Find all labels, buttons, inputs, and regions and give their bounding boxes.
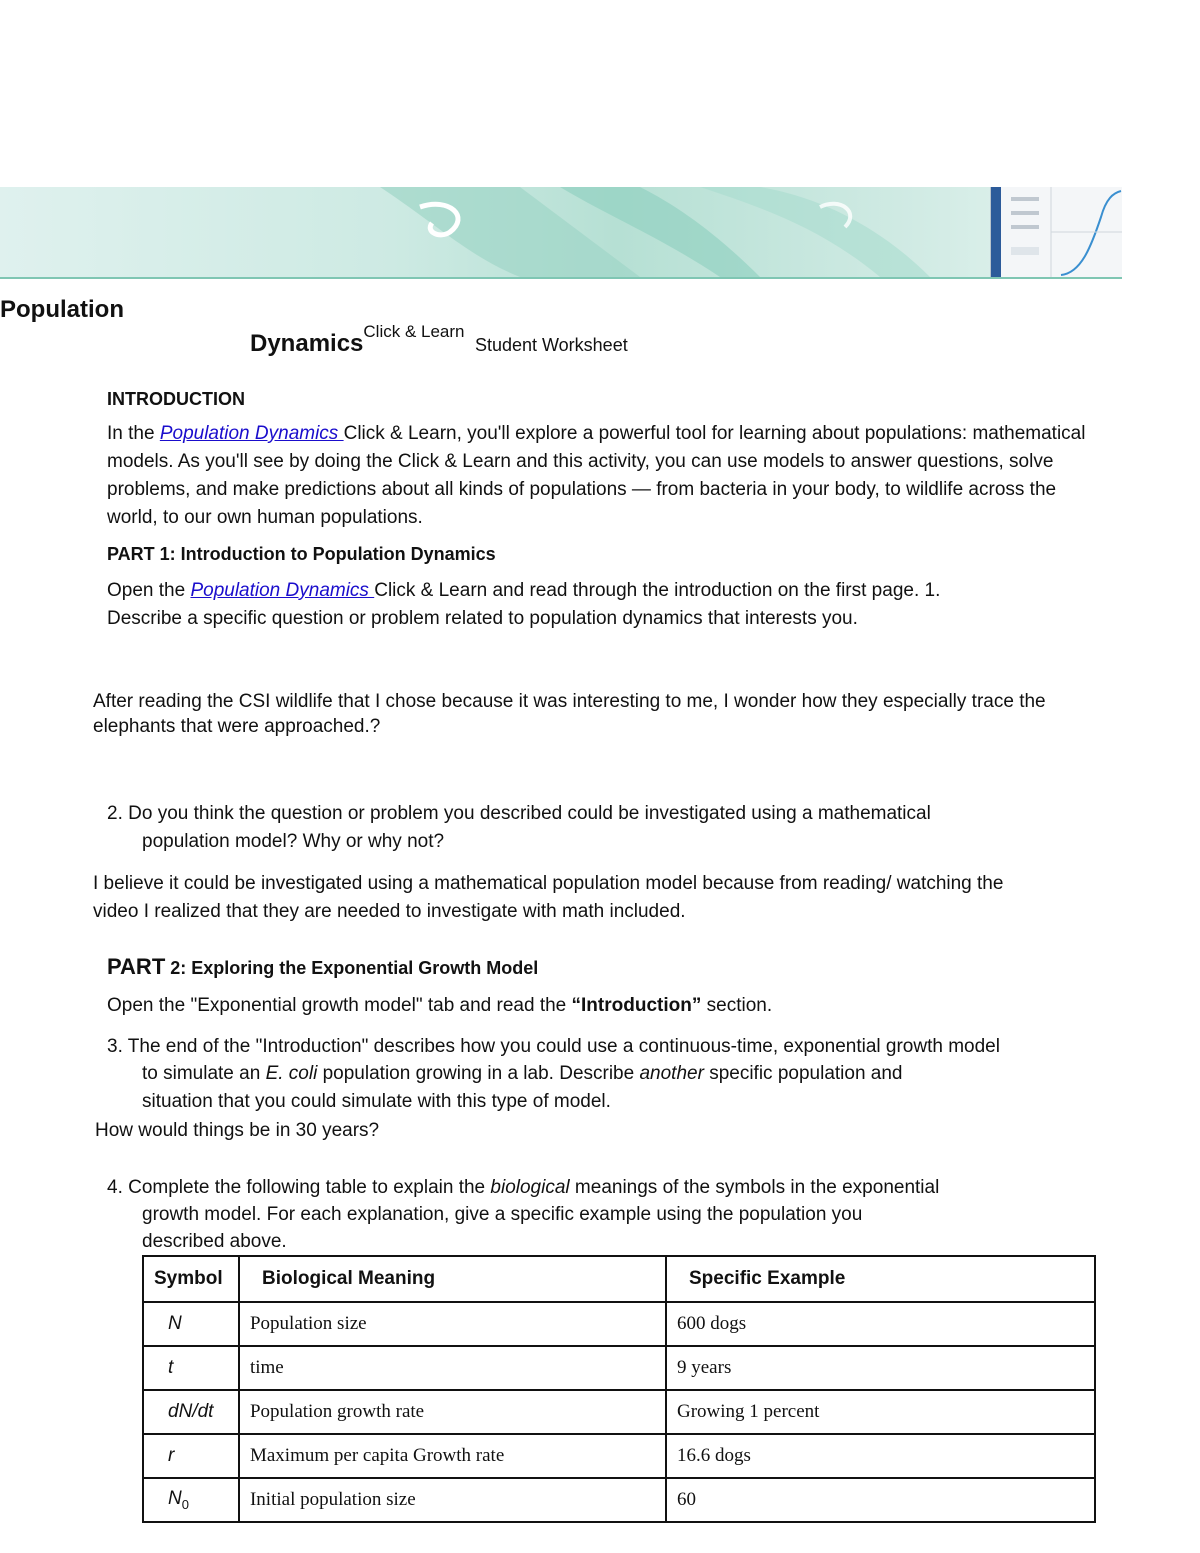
q3-text-c: specific population and [703, 1063, 903, 1084]
question-2-line2: population model? Why or why not? [142, 831, 445, 852]
q4-text-b: meanings of the symbols in the exponential [569, 1177, 940, 1198]
question-3-line2 [142, 1060, 903, 1088]
cell-symbol: N [143, 1302, 239, 1346]
part2-instr-bold: “Introduction” [571, 995, 702, 1016]
header-banner [0, 187, 1122, 279]
q3-text-a: to simulate an [142, 1063, 266, 1084]
question-4-line3: described above. [142, 1231, 287, 1252]
table-row [143, 1302, 1095, 1346]
title-line1: Population [0, 296, 124, 323]
answer-3: How would things be in 30 years? [95, 1120, 380, 1141]
cell-example[interactable]: 16.6 dogs [666, 1434, 1095, 1478]
part1-text-before: Open the [107, 580, 191, 601]
question-4-line2: growth model. For each explanation, give a specific example using the population you [142, 1204, 863, 1225]
cell-meaning[interactable]: Initial population size [239, 1478, 666, 1522]
q4-text-a: 4. Complete the following table to explain the [107, 1177, 491, 1198]
intro-text-before: In the [107, 423, 160, 444]
cell-meaning[interactable]: time [239, 1346, 666, 1390]
part1-heading: PART 1: Introduction to Population Dynamics [107, 544, 496, 564]
q3-text-b: population growing in a lab. Describe [317, 1063, 640, 1084]
question-3-line3: situation that you could simulate with this type of model. [142, 1091, 611, 1112]
intro-text-after: Click & Learn, you'll explore a powerful tool for learning about populations: mathematical models. As you'll see by doing the Click & Learn and this activity, you can use models to answer questions, solve problems, and make predictions about all kinds of populations — from bacteria in your body, to wildlife across the world, to our own human populations. [107, 423, 1086, 528]
cell-symbol [143, 1478, 239, 1522]
cell-symbol: r [143, 1434, 239, 1478]
part2-instructions [107, 992, 772, 1020]
cell-meaning[interactable]: Population growth rate [239, 1390, 666, 1434]
title-subtitle: Student Worksheet [474, 335, 628, 355]
part2-heading-part: PART [107, 954, 166, 979]
part2-heading-rest: 2: Exploring the Exponential Growth Model [165, 958, 539, 978]
question-2-line1: 2. Do you think the question or problem you described could be investigated using a mathematical [107, 803, 931, 824]
chart-thumbnail [990, 187, 1122, 277]
part1-instructions [107, 577, 1007, 633]
cell-symbol: t [143, 1346, 239, 1390]
table-row [143, 1434, 1095, 1478]
cell-meaning[interactable]: Population size [239, 1302, 666, 1346]
q3-ecoli: E. coli [265, 1063, 318, 1084]
cell-symbol: dN/dt [143, 1390, 239, 1434]
answer-2: I believe it could be investigated using a mathematical population model because from reading/ watching the video I realized that they are needed to investigate with math included. [93, 873, 1004, 922]
cell-meaning[interactable]: Maximum per capita Growth rate [239, 1434, 666, 1478]
symbol-subscript: 0 [181, 1496, 189, 1512]
intro-heading: INTRODUCTION [107, 389, 245, 409]
table-header-row [143, 1256, 1095, 1302]
cell-example[interactable]: 9 years [666, 1346, 1095, 1390]
title-superscript: Click & Learn [363, 322, 465, 341]
part2-instr-before: Open the "Exponential growth model" tab and read the [107, 995, 572, 1016]
banner-decoration [0, 187, 990, 277]
symbols-table [142, 1255, 1096, 1523]
q3-another: another [639, 1063, 704, 1084]
table-row [143, 1346, 1095, 1390]
table-row [143, 1478, 1095, 1522]
question-4-line1 [107, 1174, 939, 1202]
part2-heading [107, 954, 538, 980]
header-example: Specific Example [666, 1256, 1095, 1302]
table-row [143, 1390, 1095, 1434]
part1-population-dynamics-link[interactable]: Population Dynamics [190, 580, 375, 601]
header-meaning: Biological Meaning [239, 1256, 666, 1302]
q4-biological: biological [490, 1177, 570, 1198]
cell-example[interactable]: Growing 1 percent [666, 1390, 1095, 1434]
intro-paragraph [107, 420, 1097, 532]
symbol-n: N [168, 1488, 182, 1510]
question-3-line1: 3. The end of the "Introduction" describes how you could use a continuous-time, exponential growth model [107, 1036, 1000, 1057]
cell-example[interactable]: 600 dogs [666, 1302, 1095, 1346]
title-line2: Dynamics [250, 330, 364, 357]
part2-instr-after: section. [701, 995, 773, 1016]
intro-population-dynamics-link[interactable]: Population Dynamics [159, 423, 344, 444]
answer-1: After reading the CSI wildlife that I chose because it was interesting to me, I wonder how they especially trace the elephants that were approached.? [93, 691, 1046, 737]
part1-text-after: Click & Learn and read through the introduction on the first page. 1. Describe a specific question or problem related to population dynamics that interests you. [107, 580, 941, 629]
cell-example[interactable]: 60 [666, 1478, 1095, 1522]
header-symbol: Symbol [143, 1256, 239, 1302]
title-block [250, 322, 628, 358]
